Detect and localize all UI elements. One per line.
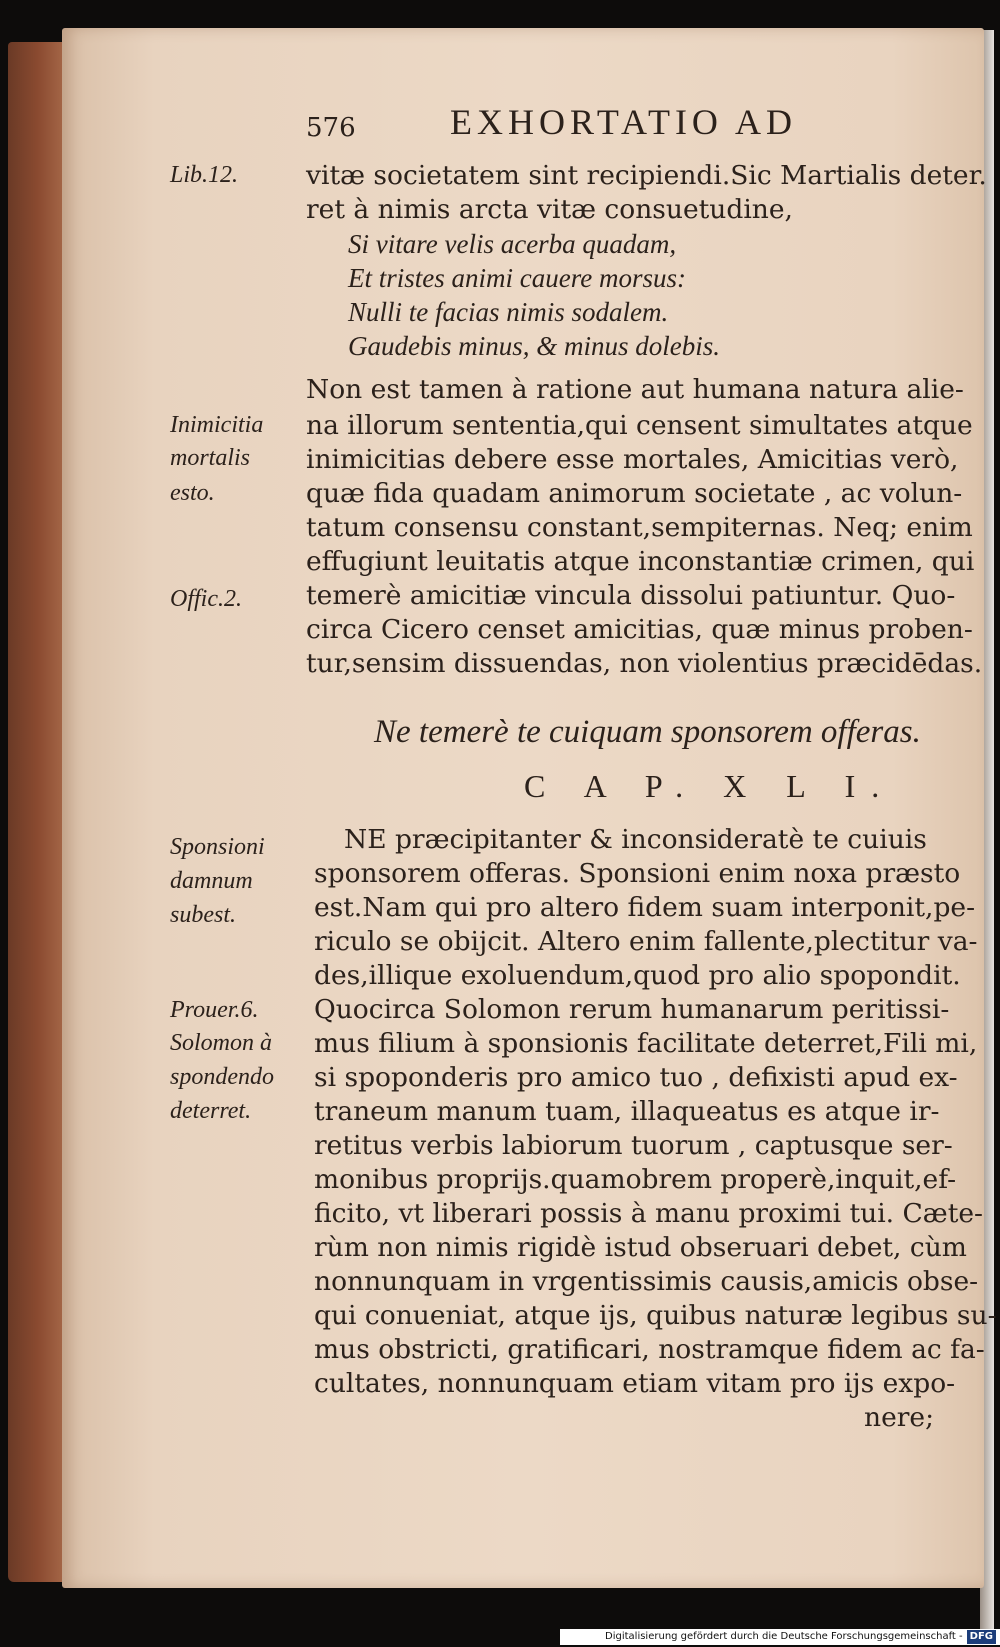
margin-note: spondendo — [170, 1064, 274, 1090]
margin-note: Lib.12. — [170, 162, 239, 188]
text-line: Non est tamen à ratione aut humana natura alie- — [306, 374, 964, 405]
text-line: est.Nam qui pro altero fidem suam interponit,pe- — [314, 892, 976, 923]
text-line: retitus verbis labiorum tuorum , captusque ser- — [314, 1130, 953, 1161]
margin-note: Inimicitia — [170, 412, 264, 438]
margin-note: esto. — [170, 480, 215, 506]
text-line: vitæ societatem sint recipiendi.Sic Martialis deter. — [306, 160, 987, 191]
text-line: monibus proprijs.quamobrem properè,inquit,ef- — [314, 1164, 957, 1195]
text-line: si spoponderis pro amico tuo , defixisti apud ex- — [314, 1062, 958, 1093]
running-head: EXHORTATIO AD — [450, 102, 797, 142]
text-line: riculo se obijcit. Altero enim fallente,plectitur va- — [314, 926, 978, 957]
text-line: ficito, vt liberari possis à manu proximi tui. Cæte- — [314, 1198, 983, 1229]
text-line: tatum consensu constant,sempiternas. Neq; enim — [306, 512, 973, 543]
text-line: mus filium à sponsionis facilitate deterret,Fili mi, — [314, 1028, 978, 1059]
text-line: traneum manum tuam, illaqueatus es atque ir- — [314, 1096, 940, 1127]
text-line: ret à nimis arcta vitæ consuetudine, — [306, 194, 793, 225]
text-line: sponsorem offeras. Sponsioni enim noxa præsto — [314, 858, 961, 889]
text-line: na illorum sententia,qui censent simultates atque — [306, 410, 973, 441]
text-line: NE præcipitanter & inconsideratè te cuiuis — [344, 824, 927, 855]
verse-line: Et tristes animi cauere morsus: — [348, 263, 686, 293]
margin-note: damnum — [170, 868, 253, 894]
margin-note: Sponsioni — [170, 834, 265, 860]
margin-note: Prouer.6. — [170, 997, 259, 1023]
text-line: qui conueniat, atque ijs, quibus naturæ legibus su- — [314, 1300, 997, 1331]
page-number: 576 — [306, 113, 356, 143]
text-line: des,illique exoluendum,quod pro alio spopondit. — [314, 960, 961, 991]
catchword: nere; — [864, 1402, 935, 1433]
text-line: nonnunquam in vrgentissimis causis,amicis obse- — [314, 1266, 979, 1297]
chapter-number: C A P. X L I. — [524, 768, 896, 804]
margin-note: mortalis — [170, 445, 251, 471]
text-line: temerè amicitiæ vincula dissolui patiuntur. Quo- — [306, 580, 956, 611]
text-line: tur,sensim dissuendas, non violentius præcidēdas. — [306, 648, 983, 679]
text-line: rùm non nimis rigidè istud obseruari debet, cùm — [314, 1232, 967, 1263]
digitization-footer — [560, 1629, 1000, 1645]
margin-note: Solomon à — [170, 1030, 272, 1056]
text-line: cultates, nonnunquam etiam vitam pro ijs expo- — [314, 1368, 956, 1399]
text-line: mus obstricti, gratificari, nostramque fidem ac fa- — [314, 1334, 985, 1365]
margin-note: Offic.2. — [170, 586, 242, 612]
text-line: Quocirca Solomon rerum humanarum peritissi- — [314, 994, 950, 1025]
margin-note: subest. — [170, 902, 236, 928]
margin-note: deterret. — [170, 1098, 252, 1124]
verse-line: Nulli te facias nimis sodalem. — [348, 297, 669, 327]
verse-line: Gaudebis minus, & minus dolebis. — [348, 331, 721, 361]
footer-text: Digitalisierung gefördert durch die Deutsche Forschungsgemeinschaft - — [605, 1631, 963, 1642]
text-line: quæ fida quadam animorum societate , ac volun- — [306, 478, 963, 509]
chapter-title: Ne temerè te cuiquam sponsorem offeras. — [374, 714, 921, 750]
book-page — [62, 28, 997, 1588]
verse-line: Si vitare velis acerba quadam, — [348, 229, 677, 259]
dfg-logo-icon: DFG — [967, 1630, 996, 1644]
text-line: inimicitias debere esse mortales, Amicitias verò, — [306, 444, 959, 475]
text-line: circa Cicero censet amicitias, quæ minus proben- — [306, 614, 973, 645]
text-line: effugiunt leuitatis atque inconstantiæ crimen, qui — [306, 546, 975, 577]
